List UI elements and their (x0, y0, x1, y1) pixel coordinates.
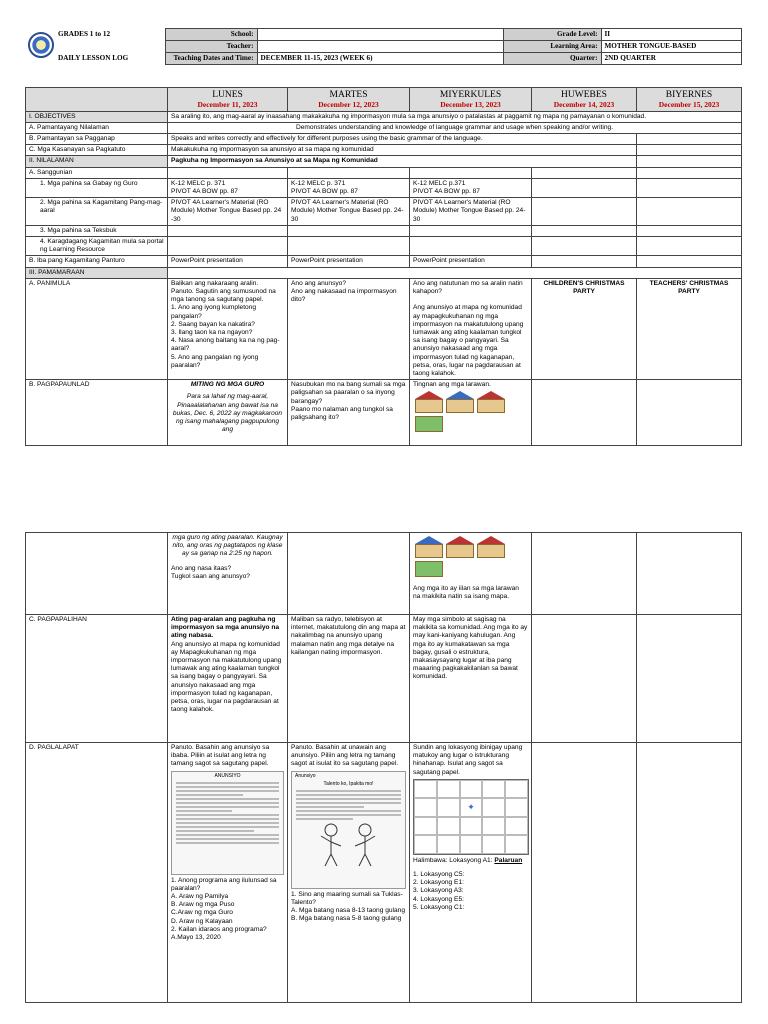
map-example-label: Halimbawa: Lokasyong A1: (413, 856, 493, 864)
panimula-mon: Balikan ang nakaraang aralin. Panuto. Sagutin ang sumusunod na mga tanong sa sagutang papel. 1. Ano ang iyong kumpletong pangalan? 2. Saang bayan ka nakatira? 3. Ilang taon ka na ngayon? 4. Nasa anong baitang ka na ng pag-aaral? 5. Ano ang pangalan ng iyong paaralan? (168, 278, 288, 379)
school-label: School: (165, 29, 257, 41)
pagpapaunlad-wed-text2: Ang mga ito ay iilan sa mga larawan na makikita natin sa isang mapa. (413, 585, 519, 601)
announcement-title: MITING NG MGA GURO (190, 381, 265, 389)
content-label: II. NILALAMAN (26, 156, 168, 167)
area-value: MOTHER TONGUE-BASED (601, 41, 741, 53)
objectives-label: I. OBJECTIVES (26, 111, 168, 122)
empty-cell (532, 615, 637, 743)
empty-cell (637, 236, 742, 255)
pagpapalihan-mon (168, 615, 288, 743)
pagpapalihan-label: C. PAGPAPALIHAN (26, 615, 168, 743)
paglalapat-tue-questions: 1. Sino ang maaring sumali sa Tuklas-Talento? A. Mga batang nasa 8-13 taong gulang B. Mga batang nasa 5-8 taong gulang (291, 890, 406, 923)
poster-title: Talento ko, Ipakita mo! (323, 780, 374, 787)
seal-icon (28, 32, 54, 58)
paglalapat-mon-instructions: Panuto. Basahin ang anunsiyo sa ibaba. Piliin at isulat ang letra ng tamang sagot sa sagutang papel. (171, 744, 270, 768)
empty-cell (637, 167, 742, 178)
day-name: MIYERKULES (439, 89, 502, 100)
learner-material-wed: PIVOT 4A Learner's Material (RO Module) Mother Tongue Based pp. 24-30 (410, 198, 532, 226)
day-date: December 12, 2023 (318, 99, 379, 109)
learner-material-label: 2. Mga pahina sa Kagamitang Pang-mag-aaral (26, 198, 168, 226)
corner-cell (26, 87, 168, 111)
day-name: LUNES (212, 89, 243, 100)
day-name: MARTES (329, 89, 368, 100)
paglalapat-label: D. PAGLALAPAT (26, 743, 168, 1003)
day-date: December 15, 2023 (658, 99, 720, 109)
resources-label: A. Sanggunian (26, 167, 168, 178)
teacher-guide-label: 1. Mga pahina sa Gabay ng Guro (26, 178, 168, 197)
community-pictures-cont (413, 534, 528, 585)
panimula-wed: Ano ang natutunan mo sa aralin natin kahapon? Ang anunsiyo at mapa ng komunidad ay mapagkukuhanan ng mga impormasyon na makatutulong upang lumawak ang ating kaalaman tungkol sa isang bagay o pangyayari. Sa anunsiyo nakasaad ang mga impormasyon tulad ng kaganapan, petsa, oras, lugar na pagdarausan at taong kalahok. (410, 278, 532, 379)
empty-cell (637, 380, 742, 446)
pagpapaunlad-wed (410, 380, 532, 446)
day-header (637, 87, 742, 111)
other-materials-mon: PowerPoint presentation (168, 256, 288, 267)
pagpapalihan-mon-text: Ang anunsiyo at mapa ng komunidad ay Mapagkukuhanan ng mga impormasyon na makatutulong upang lumawak ang ating kaalaman tungkol sa isang bagay o pangyayari. Sa anunsiyo nakasaad ang mga impormasyon tulad ng kaganapan, petsa, oras, lugar na pagdarausan at taong kalahok. (171, 640, 282, 714)
procedure-label: III. PAMAMARAAN (26, 267, 168, 278)
school-value (257, 29, 503, 41)
pagpapaunlad-mon-cont (168, 533, 288, 615)
empty-cell (532, 225, 637, 236)
grade-label: Grade Level: (503, 29, 601, 41)
pagpapaunlad-wed-text: Tingnan ang mga larawan. (413, 381, 491, 389)
poster-label: Anunsiyo (295, 772, 316, 779)
announcement-body-cont: mga guro ng ating paaralan. Kaugnay nito, ang oras ng pagtatapos ng klase ay sa ganap na 2:25 ng hapon. (172, 534, 283, 558)
empty-cell (637, 743, 742, 1003)
paglalapat-mon-questions: 1. Anong programa ang ilulunsad sa paaralan? A. Araw ng Pamilya B. Araw ng mga Puso C.Araw ng mga Guro D. Araw ng Kalayaan 2. Kailan idaraos ang programa? A.Mayo 13, 2020 (171, 876, 277, 942)
day-header (410, 87, 532, 111)
day-name: HUWEBES (561, 89, 607, 100)
competencies-text: Makakukuha ng impormasyon sa anunsiyo at sa mapa ng komunidad (168, 145, 637, 156)
content-standard-text: Demonstrates understanding and knowledge of language grammar and usage when speaking and/or writing. (168, 122, 742, 133)
empty-cell (532, 167, 637, 178)
competencies-label: C. Mga Kasanayan sa Pagkatuto (26, 145, 168, 156)
quarter-value: 2ND QUARTER (601, 53, 741, 65)
other-materials-tue: PowerPoint presentation (288, 256, 410, 267)
store-picture (446, 536, 474, 558)
empty-cell (410, 167, 532, 178)
textbook-label: 3. Mga pahina sa Teksbuk (26, 225, 168, 236)
location-list: 1. Lokasyong C5: 2. Lokasyong E1: 3. Lokasyong A3: 4. Lokasyong E5: 5. Lokasyong C1: (413, 871, 465, 911)
dates-label: Teaching Dates and Time: (165, 53, 257, 65)
pagpapaunlad-tue: Nasubukan mo na bang sumali sa mga paligsahan sa paaralan o sa inyong barangay? Paano mo nalaman ang tungkol sa paligsahang ito? (288, 380, 410, 446)
announcement-questions: Ano ang nasa itaas? Tugkol saan ang anunsyo? (171, 564, 250, 580)
empty-cell (637, 615, 742, 743)
empty-cell (288, 236, 410, 255)
day-date: December 11, 2023 (197, 99, 258, 109)
objectives-text: Sa araling ito, ang mag-aaral ay inaasahang makakakuha ng impormasyon mula sa mga anunsiyo o patalastas at paggamit ng mapa ng pamayanan o komunidad. (168, 111, 742, 122)
hall-picture (477, 536, 505, 558)
empty-cell (637, 145, 742, 156)
empty-cell (26, 533, 168, 615)
learner-material-tue: PIVOT 4A Learner's Material (RO Module) Mother Tongue Based pp. 24-30 (288, 198, 410, 226)
teacher-label: Teacher: (165, 41, 257, 53)
header-table (25, 28, 742, 75)
community-pictures (413, 389, 528, 440)
pagpapaunlad-wed-cont (410, 533, 532, 615)
empty-cell (532, 380, 637, 446)
content-standard-label: A. Pamantayang Nilalaman (26, 122, 168, 133)
quarter-label: Quarter: (503, 53, 601, 65)
house-picture (446, 391, 474, 413)
day-name: BIYERNES (665, 89, 713, 100)
empty-cell (410, 236, 532, 255)
learner-material-mon: PIVOT 4A Learner's Material (RO Module) Mother Tongue Based pp. 24 -30 (168, 198, 288, 226)
park-picture (415, 416, 443, 438)
empty-cell (288, 167, 410, 178)
empty-cell (637, 225, 742, 236)
title-grades: GRADES 1 to 12 (58, 29, 111, 38)
empty-cell (532, 178, 637, 197)
announcement-document-image (171, 771, 284, 875)
dates-value: DECEMBER 11-15, 2023 (WEEK 6) (257, 53, 503, 65)
paglalapat-wed-instructions: Sundin ang lokasyong ibinigay upang matukoy ang lugar o istrukturang hinahanap. Isulat ang sagot sa sagutang papel. (413, 744, 523, 776)
lesson-log-page-1 (25, 28, 741, 470)
panimula-fri: TEACHERS' CHRISTMAS PARTY (637, 278, 742, 379)
other-materials-wed: PowerPoint presentation (410, 256, 532, 267)
teacher-guide-wed: K-12 MELC p.371 PIVOT 4A BOW pp. 87 (410, 178, 532, 197)
teacher-guide-mon: K-12 MELC p. 371 PIVOT 4A BOW pp. 87 (168, 178, 288, 197)
performance-standard-label: B. Pamantayan sa Pagganap (26, 133, 168, 144)
area-label: Learning Area: (503, 41, 601, 53)
lr-portal-label: 4. Karagdagang Kagamitan mula sa portal ng Learning Resource (26, 236, 168, 255)
teacher-guide-tue: K-12 MELC p. 371 PIVOT 4A BOW pp. 87 (288, 178, 410, 197)
empty-cell (637, 256, 742, 267)
empty-cell (637, 156, 742, 167)
teacher-value (257, 41, 503, 53)
doc-title: ANUNSIYO (214, 772, 241, 779)
empty-cell (532, 743, 637, 1003)
empty-cell (168, 167, 288, 178)
empty-cell (532, 198, 637, 226)
field-picture (415, 561, 443, 583)
lesson-table-1 (25, 87, 742, 447)
talent-poster-image (291, 771, 406, 889)
market-picture (477, 391, 505, 413)
empty-cell (637, 533, 742, 615)
day-date: December 14, 2023 (553, 99, 615, 109)
day-header (532, 87, 637, 111)
grade-value: II (601, 29, 741, 41)
pagpapalihan-mon-heading: Ating pag-aralan ang pagkuha ng impormasyon sa mga anunsiyo na ating nabasa. (171, 616, 280, 640)
day-date: December 13, 2023 (440, 99, 501, 109)
pagpapalihan-wed: May mga simbolo at sagisag na makikita sa komunidad. Ang mga ito ay may kani-kaniyang kahulugan. Ang mga ito ay kumakatawan sa mga bagay, gusali o estruktura, makasaysayang lugar at iba pang maaaring pagkakakilanlan sa bawat komunidad. (410, 615, 532, 743)
deped-seal (25, 29, 55, 75)
pagpapalihan-tue: Maliban sa radyo, telebisyon at internet, makatutulong din ang mapa at nakalimbag na anunsiyo upang malaman natin ang mga detalye na kailangan nating impormasyon. (288, 615, 410, 743)
panimula-label: A. PANIMULA (26, 278, 168, 379)
empty-cell (637, 198, 742, 226)
paglalapat-mon (168, 743, 288, 1003)
empty-cell (532, 236, 637, 255)
empty-cell (168, 236, 288, 255)
school-picture (415, 391, 443, 413)
announcement-body: Para sa lahat ng mag-aaral, Pinaaalalahanan ang bawat isa na bukas, Dec. 6, 2022 ay magkakaroon ng isang mahalagang pagpupulong ang (172, 393, 283, 434)
empty-cell (532, 256, 637, 267)
map-example-answer: Palaruan (494, 856, 523, 864)
pagpapaunlad-label: B. PAGPAPAUNLAD (26, 380, 168, 446)
day-header (288, 87, 410, 111)
map-example (413, 857, 528, 865)
paglalapat-wed (410, 743, 532, 1003)
empty-cell (168, 267, 742, 278)
performance-standard-text: Speaks and writes correctly and effectively for different purposes using the basic grammar of the language. (168, 133, 637, 144)
content-text: Pagkuha ng Impormasyon sa Anunsiyo at sa Mapa ng Komunidad (168, 156, 637, 167)
empty-cell (532, 533, 637, 615)
lesson-log-page-2 (25, 532, 741, 1006)
empty-cell (168, 225, 288, 236)
paglalapat-tue (288, 743, 410, 1003)
empty-cell (288, 533, 410, 615)
empty-cell (288, 225, 410, 236)
community-map-grid: ✦ (413, 779, 529, 855)
panimula-tue: Ano ang anunsyo? Ano ang nakasaad na impormasyon dito? (288, 278, 410, 379)
empty-cell (637, 133, 742, 144)
paglalapat-tue-instructions: Panuto. Basahin at unawain ang anunsiyo. Piliin ang letra ng tamang sagot at isulat ito sa sagutang papel. (291, 744, 399, 768)
pagpapaunlad-mon (168, 380, 288, 446)
day-header (168, 87, 288, 111)
lesson-table-2 (25, 532, 742, 1003)
title-dll: DAILY LESSON LOG (58, 53, 129, 62)
empty-cell (637, 178, 742, 197)
panimula-thu: CHILDREN'S CHRISTMAS PARTY (532, 278, 637, 379)
church-picture (415, 536, 443, 558)
children-performing-icon (309, 822, 389, 868)
other-materials-label: B. Iba pang Kagamitang Panturo (26, 256, 168, 267)
empty-cell (410, 225, 532, 236)
